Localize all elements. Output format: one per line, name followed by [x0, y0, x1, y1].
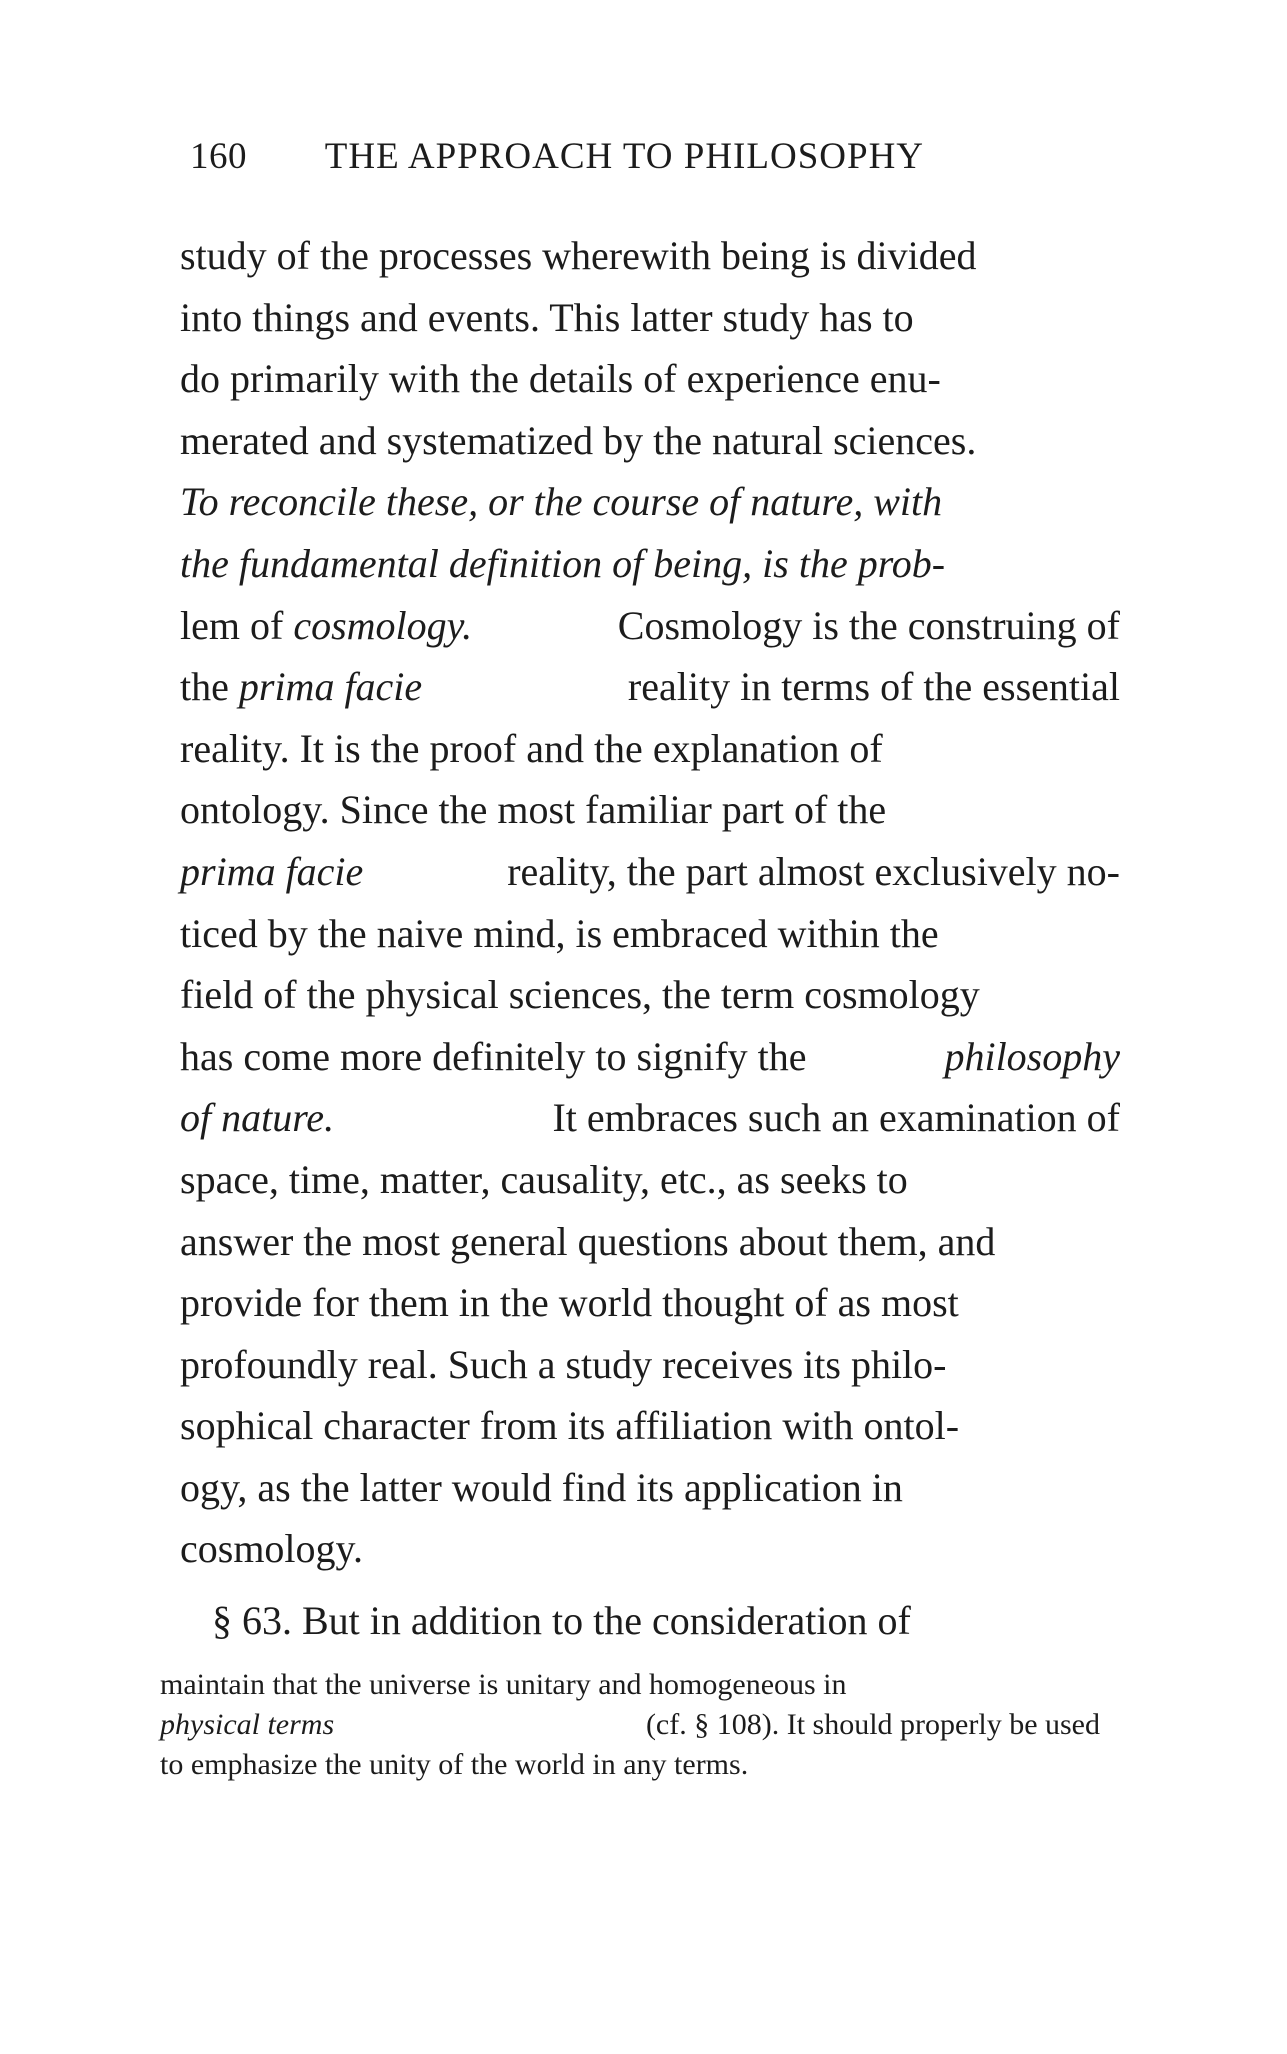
text-line: field of the physical sciences, the term cosmology — [180, 972, 980, 1018]
text-line — [180, 1087, 1120, 1149]
text-run: Cosmology is the construing of — [617, 602, 1120, 648]
text-line — [180, 1026, 1120, 1088]
text-line-italic — [180, 533, 1120, 595]
page-number: 160 — [190, 136, 247, 177]
text-line: into things and events. This latter study has to — [180, 294, 914, 340]
italic-term: cosmology. — [293, 602, 473, 648]
italic-term: philosophy — [944, 1033, 1120, 1079]
text-run: lem of — [180, 602, 294, 648]
body-text — [180, 225, 1120, 1652]
text-line: ontology. Since the most familiar part of the — [180, 787, 887, 833]
footnote-line: to emphasize the unity of the world in any terms. — [160, 1748, 749, 1781]
italic-term: of nature. — [180, 1095, 335, 1141]
text-line: sophical character from its affiliation with ontol- — [180, 1403, 960, 1449]
italic-term: prima facie — [180, 848, 364, 894]
footnote-line: maintain that the universe is unitary and homogeneous in — [160, 1668, 847, 1701]
text-line: merated and systematized by the natural sciences. — [180, 417, 977, 463]
text-line: reality. It is the proof and the explanation of — [180, 725, 883, 771]
text-line: cosmology. — [180, 1526, 363, 1572]
text-run: It embraces such an examination of — [552, 1095, 1120, 1141]
text-run: reality, the part almost exclusively no- — [507, 848, 1120, 894]
text-line: study of the processes wherewith being is divided — [180, 233, 977, 278]
text-run: reality in terms of the essential — [627, 664, 1120, 710]
text-run: the — [180, 664, 239, 710]
text-line: ticed by the naive mind, is embraced within the — [180, 910, 939, 956]
text-line — [180, 656, 1120, 718]
italic-phrase: To reconcile these, or the course of nature, with — [180, 479, 943, 525]
italic-term: prima facie — [238, 664, 423, 710]
footnote — [160, 1665, 1100, 1785]
footnote-line — [160, 1705, 1100, 1745]
running-title: THE APPROACH TO PHILOSOPHY — [324, 136, 925, 177]
running-header — [190, 135, 1110, 178]
italic-phrase: the fundamental definition of being, is the prob- — [180, 540, 946, 586]
italic-term: physical terms — [160, 1708, 335, 1741]
text-run: (cf. § 108). It should properly be used — [645, 1708, 1100, 1741]
text-line — [180, 595, 1120, 657]
text-line: space, time, matter, causality, etc., as seeks to — [180, 1156, 908, 1202]
text-line: do primarily with the details of experience enu- — [180, 356, 941, 402]
text-line: provide for them in the world thought of as most — [180, 1280, 959, 1326]
section-start-line: § 63. But in addition to the consideration of — [212, 1598, 911, 1644]
text-run: has come more definitely to signify the — [180, 1033, 807, 1079]
text-line: profoundly real. Such a study receives its philo- — [180, 1341, 947, 1387]
text-line: answer the most general questions about them, and — [180, 1218, 996, 1264]
text-line — [180, 841, 1120, 903]
text-line-italic — [180, 471, 1120, 533]
paragraph-gap — [180, 1580, 1120, 1590]
text-line: ogy, as the latter would find its application in — [180, 1464, 903, 1510]
